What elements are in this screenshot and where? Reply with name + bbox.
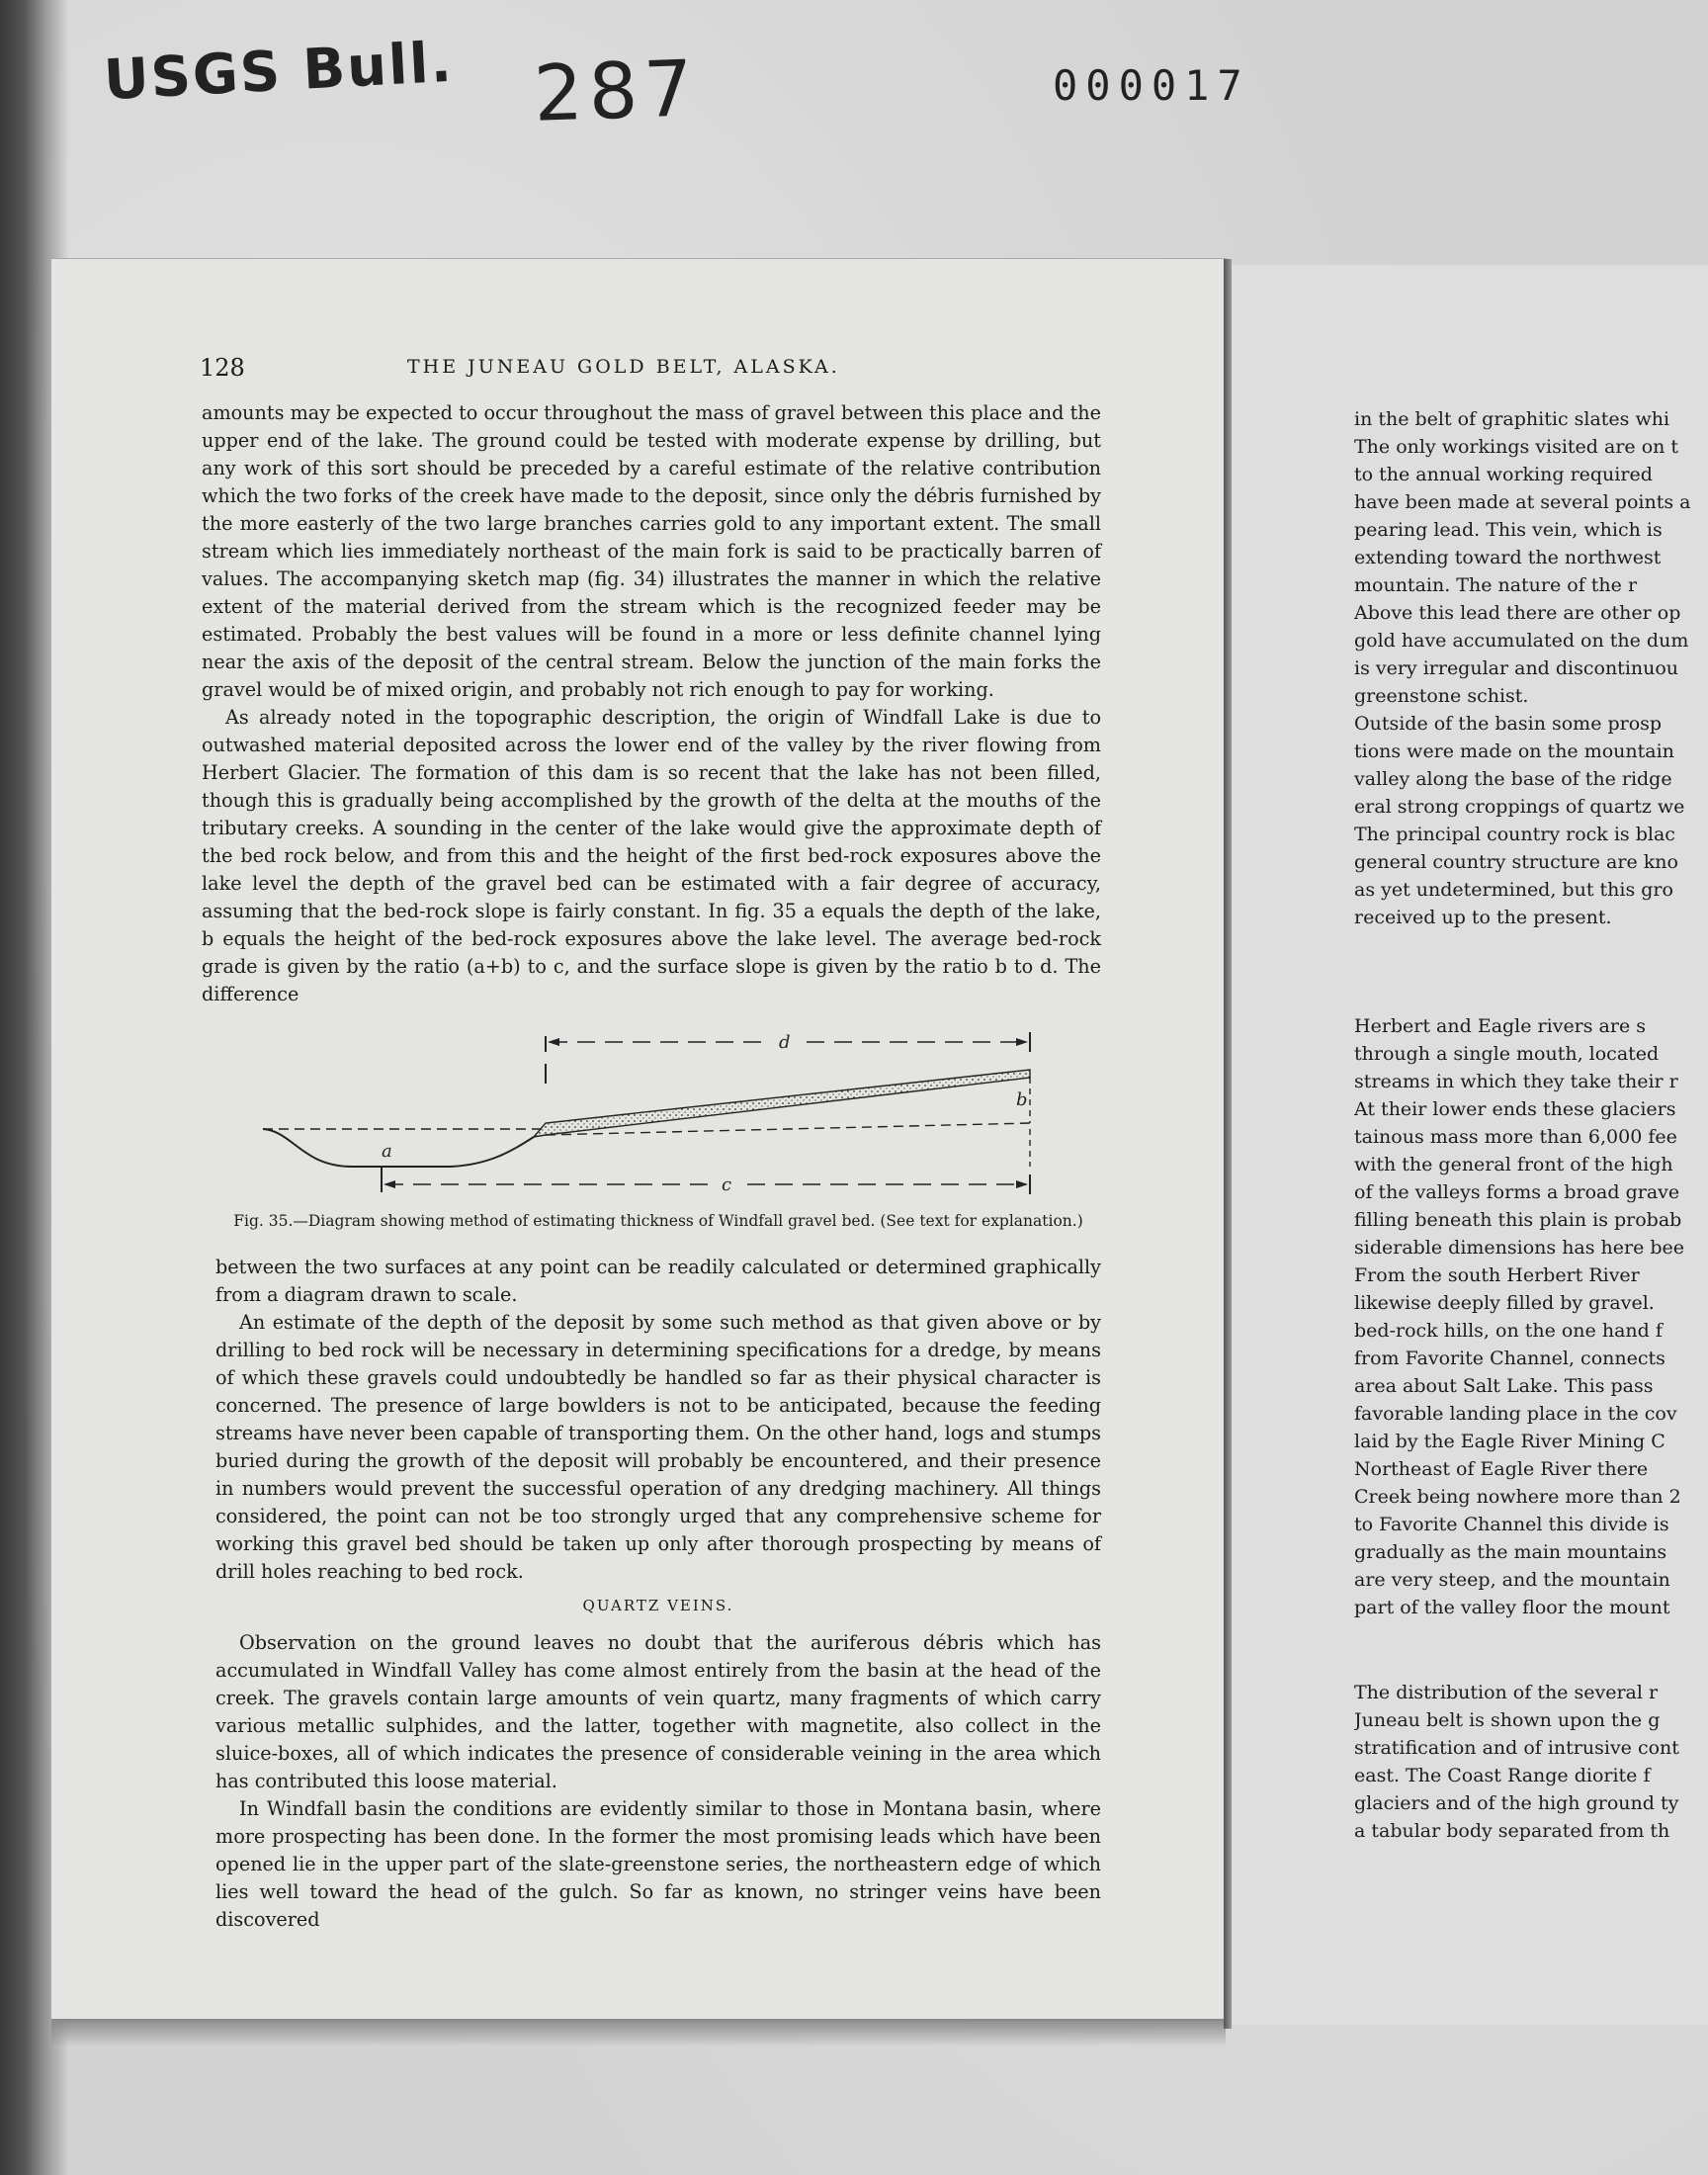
text-line: gold have accumulated on the dum [1354,630,1689,652]
text-line: have been made at several points a [1354,491,1691,513]
text-line: as yet undetermined, but this gro [1354,879,1673,901]
page-bottom-edge [51,2019,1226,2046]
text-line: are very steep, and the mountain [1354,1569,1670,1591]
paragraph: amounts may be expected to occur throughout the mass of gravel between this place and the upper end of the lake. The ground could be tested with moderate expense by drilling, but any work of this sort should be preceded by a careful estimate of the relative contribution which the two forks of the creek have made to the deposit, since only the débris furnished by the more easterly of the two large branches carries gold to any important extent. The small stream which lies immediately northeast of the main fork is said to be practically barren of values. The accompanying sketch map (fig. 34) illustrates the manner in which the relative extent of the material derived from the stream which is the recognized feeder may be estimated. Probably the best values will be found in a more or less definite channel lying near the axis of the deposit of the central stream. Below the junction of the main forks the gravel would be of mixed origin, and probably not rich enough to pay for working. [202,401,1101,701]
text-line: to the annual working required [1354,464,1653,485]
text-line: a tabular body separated from th [1354,1820,1670,1842]
text-line: The distribution of the several r [1354,1682,1659,1703]
page-gutter [1224,259,1232,2029]
lake-bottom [263,1129,534,1167]
text-line: The only workings visited are on t [1354,436,1679,458]
text-line: glaciers and of the high ground ty [1354,1792,1679,1814]
gravel-bed [534,1070,1030,1137]
text-line: extending toward the northwest [1354,547,1662,568]
body-text-top [202,399,1101,1008]
text-line: stratification and of intrusive cont [1354,1737,1679,1759]
text-line: is very irregular and discontinuou [1354,657,1679,679]
gravel-bed-diagram [253,1018,1083,1216]
d-arrow-right [1016,1038,1028,1046]
body-text-bottom [215,1254,1101,1934]
text-line: Above this lead there are other op [1354,602,1681,624]
text-line: favorable landing place in the cov [1354,1403,1677,1425]
text-line: Outside of the basin some prosp [1354,713,1663,735]
text-line: greenstone schist. [1354,685,1529,707]
running-title: THE JUNEAU GOLD BELT, ALASKA. [407,356,840,378]
text-line: Northeast of Eagle River there [1354,1458,1649,1480]
handwritten-label: USGS Bull. [102,30,456,114]
text-line: Juneau belt is shown upon the g [1354,1709,1661,1731]
text-line: Creek being nowhere more than 2 [1354,1486,1681,1508]
stamp-number: 000017 [1053,61,1250,110]
text-line: with the general front of the high [1354,1154,1673,1175]
c-arrow-left [384,1180,395,1188]
text-line: eral strong croppings of quartz we [1354,796,1685,818]
text-line: in the belt of graphitic slates whi [1354,408,1670,430]
text-line: valley along the base of the ridge [1354,768,1672,790]
text-line: laid by the Eagle River Mining C [1354,1431,1665,1452]
label-b: b [1016,1089,1028,1110]
text-line: received up to the present. [1354,907,1612,928]
figure-35-diagram [253,1018,1083,1216]
text-line: Herbert and Eagle rivers are s [1354,1015,1647,1037]
text-line: The principal country rock is blac [1354,824,1675,845]
label-c: c [722,1174,732,1195]
text-line: to Favorite Channel this divide is [1354,1514,1669,1535]
text-line: through a single mouth, located [1354,1043,1660,1065]
text-line: of the valleys forms a broad grave [1354,1181,1680,1203]
paragraph: As already noted in the topographic description, the origin of Windfall Lake is due to outwashed material deposited across the lower end of the valley by the river flowing from Herbert Glacier. The formation of this dam is so recent that the lake has not been filled, though this is gradually being accomplished by the growth of the delta at the mouths of the tributary creeks. A sounding in the center of the lake would give the approximate depth of the bed rock below, and from this and the height of the first bed-rock exposures above the lake level the depth of the gravel bed can be estimated with a fair degree of accuracy, assuming that the bed-rock slope is fairly constant. In fig. 35 a equals the depth of the lake, b equals the height of the bed-rock exposures above the lake level. The average bed-rock grade is given by the ratio (a+b) to c, and the surface slope is given by the ratio b to d. The difference [202,706,1101,1005]
figure-caption: Fig. 35.—Diagram showing method of estimating thickness of Windfall gravel bed. (See text for explanation.) [233,1212,1083,1230]
label-a: a [382,1141,392,1162]
text-line: siderable dimensions has here bee [1354,1237,1685,1259]
paragraph: In Windfall basin the conditions are evidently similar to those in Montana basin, where more prospecting has been done. In the former the most promising leads which have been opened lie in the upper part of the slate-greenstone series, the northeastern edge of which lies well toward the head of the gulch. So far as known, no stringer veins have been discovered [215,1797,1101,1931]
right-page-text-block-3 [1354,1679,1708,1845]
text-line: From the south Herbert River [1354,1264,1640,1286]
text-line: tainous mass more than 6,000 fee [1354,1126,1677,1148]
d-arrow-left [548,1038,559,1046]
text-line: pearing lead. This vein, which is [1354,519,1663,541]
text-line: part of the valley floor the mount [1354,1597,1670,1618]
section-heading: QUARTZ VEINS. [582,1597,734,1614]
right-page-text-block-1 [1354,405,1708,931]
text-line: gradually as the main mountains [1354,1541,1667,1563]
right-page-text-block-2 [1354,1012,1708,1621]
text-line: filling beneath this plain is probab [1354,1209,1682,1231]
text-line: from Favorite Channel, connects [1354,1348,1665,1369]
text-line: tions were made on the mountain [1354,740,1674,762]
c-arrow-right [1016,1180,1028,1188]
handwritten-number: 287 [532,44,701,139]
text-line: area about Salt Lake. This pass [1354,1375,1654,1397]
label-d: d [779,1032,791,1053]
text-line: bed-rock hills, on the one hand f [1354,1320,1663,1342]
text-line: mountain. The nature of the r [1354,574,1638,596]
text-line: At their lower ends these glaciers [1354,1098,1676,1120]
page-number: 128 [200,354,245,382]
text-line: streams in which they take their r [1354,1071,1678,1092]
text-line: likewise deeply filled by gravel. [1354,1292,1655,1314]
text-line: east. The Coast Range diorite f [1354,1765,1651,1786]
paragraph: between the two surfaces at any point can be readily calculated or determined graphically from a diagram drawn to scale. [215,1256,1101,1306]
paragraph: Observation on the ground leaves no doubt that the auriferous débris which has accumulated in Windfall Valley has come almost entirely from the basin at the head of the creek. The gravels contain large amounts of vein quartz, many fragments of which carry various metallic sulphides, and the latter, together with magnetite, also collect in the sluice-boxes, all of which indicates the presence of considerable veining in the area which has contributed this loose material. [215,1631,1101,1792]
paragraph: An estimate of the depth of the deposit by some such method as that given above or by drilling to bed rock will be necessary in determining specifications for a dredge, by means of which these gravels could undoubtedly be handled so far as their physical character is concerned. The presence of large bowlders is not to be anticipated, because the feeding streams have never been capable of transporting them. On the other hand, logs and stumps buried during the growth of the deposit will probably be encountered, and their presence in numbers would prevent the successful operation of any dredging machinery. All things considered, the point can not be too strongly urged that any comprehensive scheme for working this gravel bed should be taken up only after thorough prospecting by means of drill holes reaching to bed rock. [215,1311,1101,1583]
text-line: general country structure are kno [1354,851,1678,873]
